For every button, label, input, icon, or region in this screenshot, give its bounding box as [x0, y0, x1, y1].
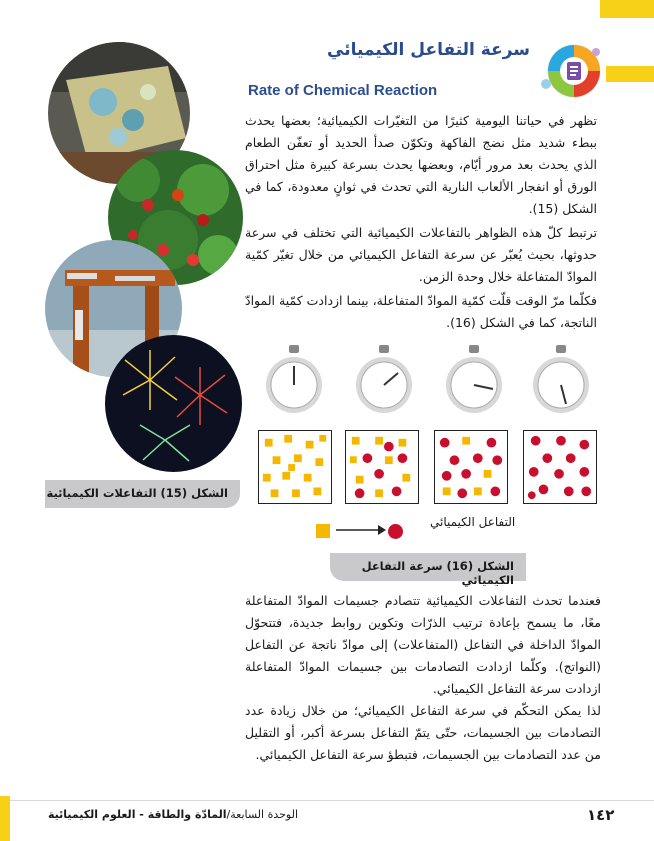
- footer-unit-title: المادّة والطاقة - العلوم الكيميائية: [48, 808, 227, 821]
- footer-accent-bar: [0, 796, 10, 841]
- reactant-marker: [316, 524, 330, 538]
- header-accent-bar: [606, 66, 654, 82]
- lesson-badge-icon: [538, 40, 608, 102]
- reaction-stage-box: [345, 430, 419, 504]
- reaction-rate-paragraph: ترتبط كلّ هذه الظواهر بالتفاعلات الكيميائية التي تختلف في سرعة حدوثها، بحيث يُعبّر عن سرعة التفاعل الكيميائي من خلال تغيّر كمّية الموادّ المتفاعلة خلال وحدة الزمن.: [245, 225, 597, 284]
- page-number: ١٤٢: [587, 806, 615, 824]
- footer-unit: الوحدة السابعة/: [226, 808, 298, 821]
- collision-paragraph: فعندما تحدث التفاعلات الكيميائية تتصادم جسيمات الموادّ المتفاعلة معًا، ما يسمح بإعادة ترتيب الذرّات وتكوين روابط جديدة، فتتحوّل الموادّ الداخلة في التفاعل (المتفاعلات) إلى موادّ ناتجة عن التفاعل (النواتج). وكلّما ازدادت التصادمات بين جسيمات الموادّ المتفاعلة ازدادت سرعة التفاعل الكيميائي.: [245, 593, 601, 696]
- page-title-arabic: سرعة التفاعل الكيميائي: [327, 40, 530, 60]
- reaction-stage-box: [434, 430, 508, 504]
- footer-divider: [10, 800, 654, 801]
- stopwatch-icon: [443, 345, 505, 415]
- figure-16-caption: الشكل (16) سرعة التفاعل الكيميائي: [330, 553, 526, 581]
- top-accent-bar: [600, 0, 654, 18]
- reaction-stage-box: [258, 430, 332, 504]
- page-title-english: Rate of Chemical Reaction: [248, 82, 438, 99]
- reaction-stage-box: [523, 430, 597, 504]
- footer-unit-text: [48, 808, 298, 821]
- legend-label: التفاعل الكيميائي: [430, 515, 516, 529]
- stopwatch-icon: [263, 345, 325, 415]
- product-marker: [388, 524, 403, 539]
- stopwatch-icon: [353, 345, 415, 415]
- figure-15-caption: الشكل (15) التفاعلات الكيميائية: [45, 480, 240, 508]
- fireworks-photo: [105, 335, 242, 472]
- control-rate-paragraph: لذا يمكن التحكّم في سرعة التفاعل الكيميائي؛ من خلال زيادة عدد التصادمات بين الجسيمات، حتّى يتمّ التفاعل بسرعة أكبر، أو التقليل من عدد التصادمات بين الجسيمات، فتبطؤ سرعة التفاعل الكيميائي.: [245, 703, 601, 762]
- arrow-right-icon: [334, 519, 386, 541]
- intro-paragraph: تظهر في حياتنا اليومية كثيرًا من التغيّرات الكيميائية؛ بعضها يحدث ببطء شديد مثل نضج الفاكهة وتكوّن صدأ الحديد أو تعفّن الطعام الذي يحدث بعد مرور أيّام، وبعضها يحدث بسرعة كبيرة مثل احتراق الورق أو انفجار الألعاب النارية التي تحدث في ثوانٍ معدودة، كما في الشكل (15).: [245, 113, 597, 216]
- reactant-product-paragraph: فكلّما مرّ الوقت قلّت كمّية الموادّ المتفاعلة، بينما ازدادت كمّية الموادّ الناتجة، كما في الشكل (16).: [245, 293, 597, 330]
- stopwatch-icon: [530, 345, 592, 415]
